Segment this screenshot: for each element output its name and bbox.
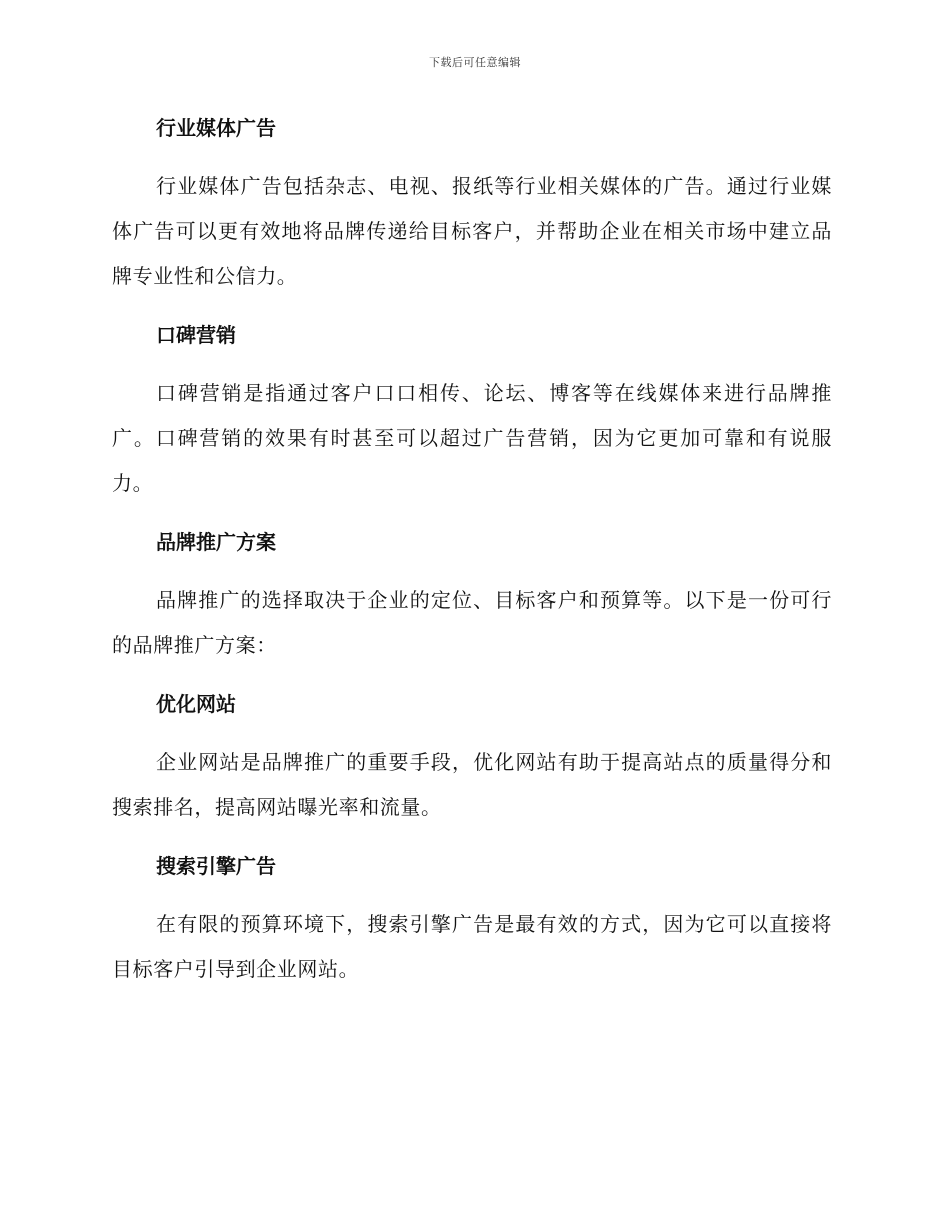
page-header: 下载后可任意编辑	[429, 56, 521, 69]
section-paragraph: 行业媒体广告包括杂志、电视、报纸等行业相关媒体的广告。通过行业媒体广告可以更有效地将品牌传递给目标客户，并帮助企业在相关市场中建立品牌专业性和公信力。	[112, 174, 832, 288]
section-brand-promotion-plan	[112, 524, 832, 668]
section-heading: 口碑营销	[156, 323, 236, 347]
section-industry-media-ads	[112, 110, 832, 299]
section-paragraph: 在有限的预算环境下，搜索引擎广告是最有效的方式，因为它可以直接将目标客户引导到企业网站。	[112, 912, 832, 981]
section-word-of-mouth	[112, 317, 832, 506]
section-paragraph: 口碑营销是指通过客户口口相传、论坛、博客等在线媒体来进行品牌推广。口碑营销的效果有时甚至可以超过广告营销，因为它更加可靠和有说服力。	[112, 381, 832, 495]
section-paragraph: 品牌推广的选择取决于企业的定位、目标客户和预算等。以下是一份可行的品牌推广方案：	[112, 588, 832, 657]
document-content	[112, 110, 832, 1010]
section-heading: 搜索引擎广告	[156, 854, 276, 878]
section-heading: 品牌推广方案	[156, 530, 276, 554]
section-paragraph: 企业网站是品牌推广的重要手段，优化网站有助于提高站点的质量得分和搜索排名，提高网站曝光率和流量。	[112, 750, 832, 819]
section-optimize-website	[112, 686, 832, 830]
section-heading: 行业媒体广告	[156, 116, 276, 140]
section-heading: 优化网站	[156, 692, 236, 716]
section-search-engine-ads	[112, 848, 832, 992]
